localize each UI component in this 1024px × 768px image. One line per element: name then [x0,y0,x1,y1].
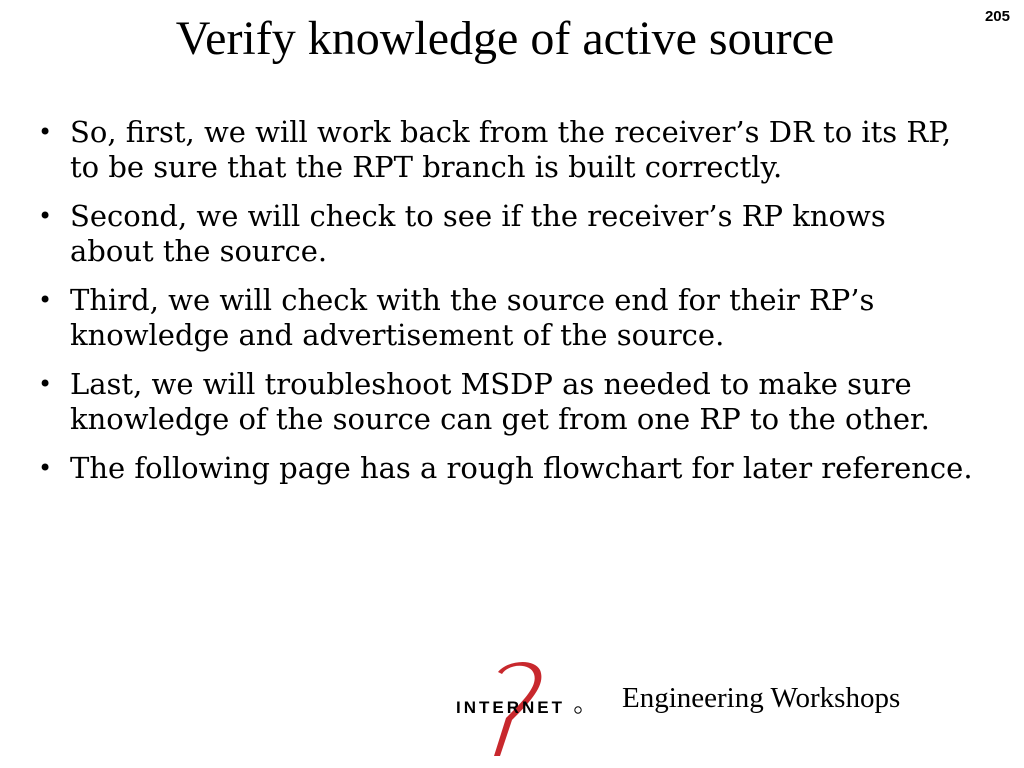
internet2-logo [450,660,585,760]
bullet-list [38,115,978,500]
bullet-text: The following page has a rough flowchart for later reference. [70,451,973,485]
slide-title: Verify knowledge of active source [175,12,835,65]
footer-text: Engineering Workshops [622,682,901,714]
bullet-text: Last, we will troubleshoot MSDP as needed to make sure knowledge of the source can get from one RP to the other. [70,367,930,436]
bullet-text: Second, we will check to see if the receiver’s RP knows about the source. [70,199,886,268]
bullet-dot-icon: • [38,118,53,146]
bullet-item [38,283,978,353]
registered-mark-icon [575,707,581,713]
bullet-dot-icon: • [38,454,53,482]
bullet-item [38,199,978,269]
bullet-item [38,367,978,437]
bullet-text: Third, we will check with the source end for their RP’s knowledge and advertisement of the source. [70,283,875,352]
bullet-dot-icon: • [38,202,53,230]
logo-wordmark: INTERNET [456,698,565,717]
bullet-item [38,115,978,185]
bullet-text: So, first, we will work back from the receiver’s DR to its RP, to be sure that the RPT branch is built correctly. [70,115,952,184]
bullet-dot-icon: • [38,286,53,314]
bullet-item [38,451,978,486]
bullet-dot-icon: • [38,370,53,398]
slide-number: 205 [984,8,1010,25]
